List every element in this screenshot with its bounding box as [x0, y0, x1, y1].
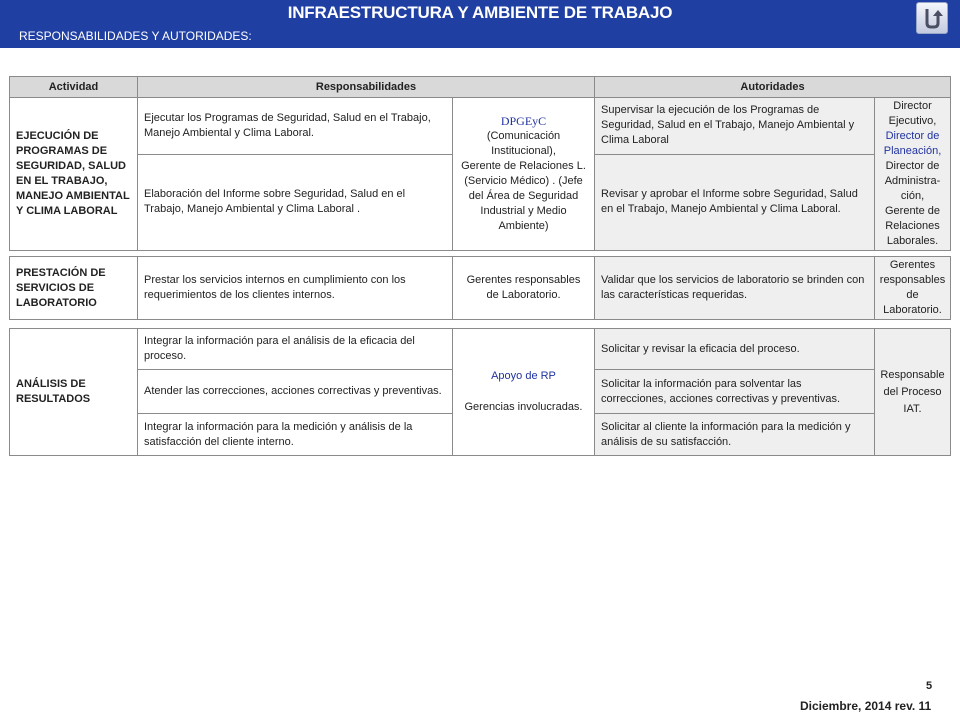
- responsabilidad-cell: Ejecutar los Programas de Seguridad, Salud en el Trabajo, Manejo Ambiental y Clima Laboral.: [138, 98, 453, 155]
- responsabilidad-cell: Elaboración del Informe sobre Seguridad, Salud en el Trabajo, Manejo Ambiental y Clima Laboral .: [138, 154, 453, 250]
- table-ejecucion-programas: [9, 76, 951, 251]
- responsable-cell: Gerentes responsables de Laboratorio.: [453, 257, 595, 320]
- autoridad-gerente-relaciones: Gerente de Relaciones Laborales.: [884, 205, 941, 247]
- table-analisis-resultados: [9, 328, 951, 456]
- page-subtitle: RESPONSABILIDADES Y AUTORIDADES:: [19, 29, 252, 43]
- autoridad-tarea-cell: Supervisar la ejecución de los Programas de Seguridad, Salud en el Trabajo, Manejo Ambiental y Clima Laboral: [595, 98, 875, 155]
- autoridad-tarea-cell: Revisar y aprobar el Informe sobre Seguridad, Salud en el Trabajo, Manejo Ambiental y Clima Laboral.: [595, 154, 875, 250]
- responsable-cell: [453, 98, 595, 251]
- autoridad-tarea-cell: Solicitar y revisar la eficacia del proceso.: [595, 329, 875, 370]
- table-prestacion-servicios: [9, 256, 951, 320]
- autoridad-tarea-cell: Solicitar al cliente la información para la medición y análisis de su satisfacción.: [595, 414, 875, 456]
- actividad-cell: EJECUCIÓN DE PROGRAMAS DE SEGURIDAD, SALUD EN EL TRABAJO, MANEJO AMBIENTAL Y CLIMA LABORAL: [10, 98, 138, 251]
- autoridad-director-ejecutivo: Director Ejecutivo,: [888, 100, 937, 127]
- table-row: [10, 329, 951, 370]
- autoridad-director-administracion: Director de Administra-ción,: [884, 160, 941, 202]
- col-header-autoridades: Autoridades: [595, 77, 951, 98]
- table-row: [10, 98, 951, 155]
- responsable-gerencias: Gerencias involucradas.: [464, 401, 583, 413]
- responsabilidad-cell: Integrar la información para el análisis de la eficacia del proceso.: [138, 329, 453, 370]
- actividad-cell: ANÁLISIS DE RESULTADOS: [10, 329, 138, 456]
- responsabilidad-cell: Integrar la información para la medición y análisis de la satisfacción del cliente interno.: [138, 414, 453, 456]
- responsable-apoyo-rp: Apoyo de RP: [491, 370, 556, 382]
- title-bar: [0, 0, 960, 48]
- col-header-responsabilidades: Responsabilidades: [138, 77, 595, 98]
- responsable-comunicacion: (Comunicación Institucional),: [486, 130, 561, 157]
- col-header-actividad: Actividad: [10, 77, 138, 98]
- actividad-cell: PRESTACIÓN DE SERVICIOS DE LABORATORIO: [10, 257, 138, 320]
- responsable-gerente: Gerente de Relaciones L. (Servicio Médico) . (Jefe del Área de Seguridad Industrial y Medio Ambiente): [461, 160, 586, 232]
- table-header-row: [10, 77, 951, 98]
- autoridad-cell: Responsable del Proceso IAT.: [875, 329, 951, 456]
- page-title: INFRAESTRUCTURA Y AMBIENTE DE TRABAJO: [287, 3, 673, 22]
- table-row: [10, 257, 951, 320]
- responsabilidad-cell: Atender las correcciones, acciones correctivas y preventivas.: [138, 370, 453, 414]
- return-button[interactable]: [916, 2, 948, 34]
- responsable-dpgeyc: DPGEyC: [500, 114, 547, 128]
- page-number: 5: [926, 680, 933, 692]
- autoridad-cell: [875, 98, 951, 251]
- footer-date-revision: Diciembre, 2014 rev. 11: [800, 699, 932, 713]
- autoridad-tarea-cell: Solicitar la información para solventar las correcciones, acciones correctivas y preventivas.: [595, 370, 875, 414]
- autoridad-director-planeacion: Director de Planeación,: [883, 130, 942, 157]
- autoridad-tarea-cell: Validar que los servicios de laboratorio se brinden con las características requeridas.: [595, 257, 875, 320]
- responsabilidad-cell: Prestar los servicios internos en cumplimiento con los requerimientos de los clientes internos.: [138, 257, 453, 320]
- autoridad-cell: Gerentes responsables de Laboratorio.: [875, 257, 951, 320]
- responsable-cell: [453, 329, 595, 456]
- return-arrow-icon: [920, 6, 944, 30]
